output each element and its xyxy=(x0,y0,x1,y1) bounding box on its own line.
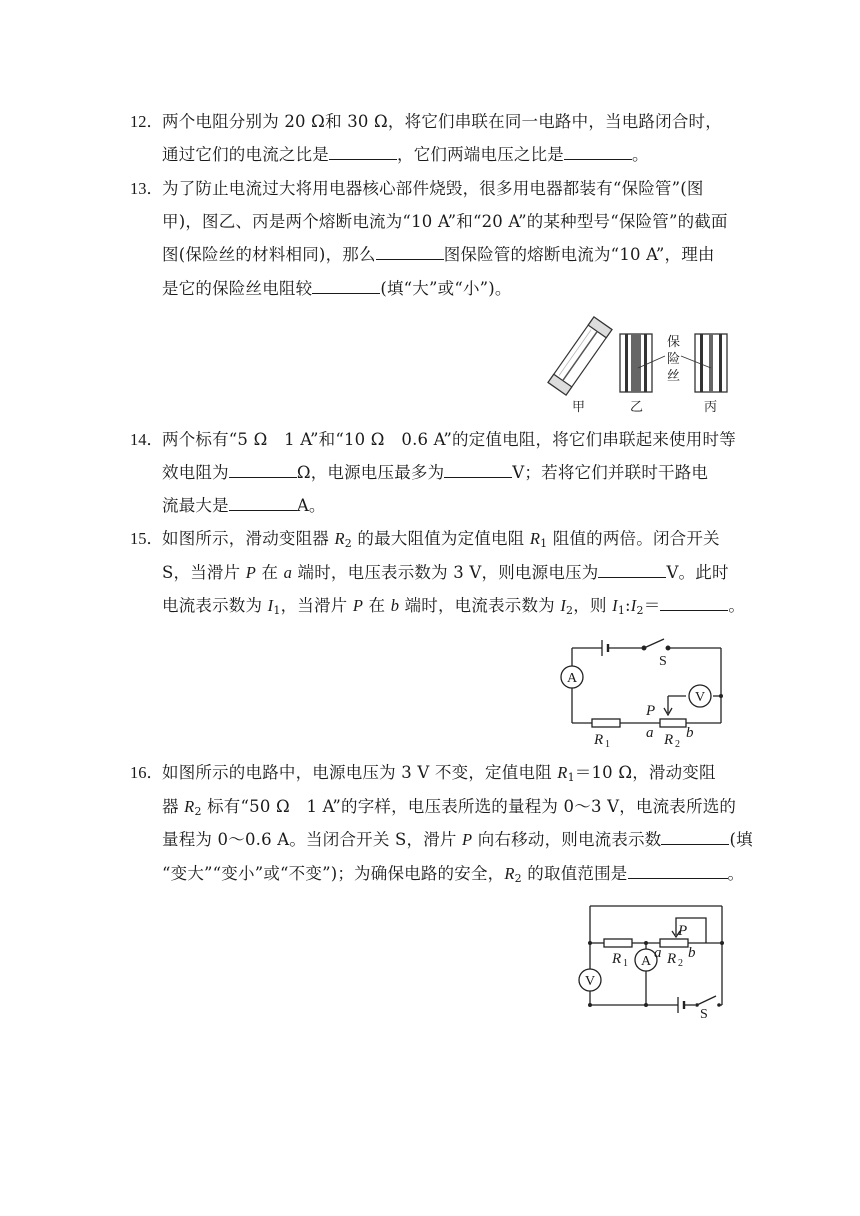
q16-text: 的取值范围是 xyxy=(521,864,628,883)
fuse-label-char: 险 xyxy=(667,352,681,367)
fuse-figure xyxy=(545,316,735,416)
fuse-tube-jia xyxy=(548,317,612,395)
q15-text: 如图所示，滑动变阻器 xyxy=(162,529,335,548)
q15-var: I xyxy=(267,596,274,615)
q15-text: 的最大阻值为定值电阻 xyxy=(351,529,530,548)
q16-text: 量程为 0～0.6 A。当闭合开关 S，滑片 xyxy=(162,830,463,849)
q12-blank-2[interactable] xyxy=(564,145,632,160)
q16-var: R xyxy=(504,864,515,883)
q15-sub: 2 xyxy=(636,604,644,617)
q15-text: ，当滑片 xyxy=(280,596,353,615)
q14-number: 14． xyxy=(130,430,163,449)
q16-blank-1[interactable] xyxy=(661,830,729,845)
q13-line-3 xyxy=(162,244,715,266)
q15-var: I xyxy=(560,596,567,615)
resistor-r2 xyxy=(660,939,688,947)
q15-sub: 1 xyxy=(273,604,281,617)
q15-var: P xyxy=(245,563,257,582)
q16-sub: 2 xyxy=(194,805,202,818)
q14-text: V；若将它们并联时干路电 xyxy=(512,463,709,482)
q16-line-4 xyxy=(162,863,744,890)
fig-caption-yi: 乙 xyxy=(630,400,644,415)
r1-label: R xyxy=(612,951,622,967)
slider-label: P xyxy=(646,703,656,719)
q16-text: 。 xyxy=(727,864,745,883)
q14-line-2 xyxy=(162,462,708,484)
q13-line-2: 甲)，图乙、丙是两个熔断电流为“10 A”和“20 A”的某种型号“保险管”的截面 xyxy=(162,212,728,231)
q13-text: 图(保险丝的材料相同)，那么 xyxy=(162,245,376,264)
fuse-section-yi xyxy=(620,334,652,392)
r1-sub: 1 xyxy=(605,739,610,750)
q16-text: 如图所示的电路中，电源电压为 3 V 不变，定值电阻 xyxy=(162,763,558,782)
q16-line-2 xyxy=(162,796,736,823)
q15-circuit-diagram xyxy=(558,635,728,750)
fuse-label-char: 丝 xyxy=(667,369,681,384)
q15-sub: 1 xyxy=(540,537,548,550)
q13-text: 是它的保险丝电阻较 xyxy=(162,279,313,298)
r2-label: R xyxy=(667,951,677,967)
q14-text: A。 xyxy=(296,496,326,515)
q14-text: Ω，电源电压最多为 xyxy=(296,463,445,482)
q15-text: 端时，电流表示数为 xyxy=(399,596,561,615)
q15-line-1 xyxy=(162,528,720,555)
q12-number: 12． xyxy=(130,112,163,131)
q16-line-1 xyxy=(162,762,716,789)
q15-var: R xyxy=(334,529,345,548)
q15-line-3 xyxy=(162,595,745,622)
end-b-label: b xyxy=(686,725,694,741)
q14-blank-2[interactable] xyxy=(444,463,512,478)
q15-blank-1[interactable] xyxy=(598,563,666,578)
q15-var: a xyxy=(283,563,293,582)
r1-label: R xyxy=(594,732,604,748)
q15-var: R xyxy=(529,529,541,548)
q13-text: 图保险管的熔断电流为“10 A”，理由 xyxy=(443,245,715,264)
ammeter-label: A xyxy=(641,954,652,969)
q15-var: P xyxy=(352,596,364,615)
q12-line-2 xyxy=(162,144,649,166)
q15-var: I xyxy=(612,596,618,615)
switch-label: S xyxy=(659,654,667,669)
resistor-r2 xyxy=(660,719,686,727)
q16-var: R xyxy=(184,797,195,816)
q14-line-3 xyxy=(162,495,326,517)
q16-text: “变大”“变小”或“不变”)；为确保电路的安全， xyxy=(162,864,505,883)
q16-circuit-diagram xyxy=(578,902,733,1022)
q15-text: 端时，电压表示数为 3 V，则电源电压为 xyxy=(292,563,599,582)
r2-sub: 2 xyxy=(675,739,680,750)
q14-text: 流最大是 xyxy=(162,496,229,515)
q16-var: R xyxy=(557,763,568,782)
q15-sub: 2 xyxy=(344,537,352,550)
q13-line-1: 为了防止电流过大将用电器核心部件烧毁，很多用电器都装有“保险管”(图 xyxy=(162,179,704,198)
q14-blank-3[interactable] xyxy=(229,496,297,511)
voltmeter-label: V xyxy=(585,974,596,989)
q16-sub: 1 xyxy=(567,771,575,784)
q16-text: (填 xyxy=(729,830,753,849)
q16-text: 标有“50 Ω 1 A”的字样，电压表所选的量程为 0～3 V，电流表所选的 xyxy=(201,797,737,816)
q15-text: 电流表示数为 xyxy=(162,596,268,615)
switch-label: S xyxy=(700,1007,708,1022)
end-a-label: a xyxy=(646,725,654,741)
q13-text: (填“大”或“小”)。 xyxy=(380,279,512,298)
r1-sub: 1 xyxy=(623,958,628,969)
q16-line-3 xyxy=(162,829,753,851)
q13-blank-1[interactable] xyxy=(376,245,444,260)
q15-text: 在 xyxy=(256,563,284,582)
resistor-r1 xyxy=(604,939,632,947)
end-a-label: a xyxy=(654,945,662,961)
q15-text: 。 xyxy=(728,596,746,615)
q12-text: 通过它们的电流之比是 xyxy=(162,145,329,164)
q16-sub: 2 xyxy=(514,872,522,885)
q16-number: 16． xyxy=(130,763,163,782)
q12-line-1: 两个电阻分别为 20 Ω和 30 Ω，将它们串联在同一电路中，当电路闭合时， xyxy=(162,112,722,131)
q14-line-1: 两个标有“5 Ω 1 A”和“10 Ω 0.6 A”的定值电阻，将它们串联起来使用时等 xyxy=(162,430,736,449)
q13-blank-2[interactable] xyxy=(312,279,380,294)
q15-var: I xyxy=(630,596,637,615)
fig-caption-bing: 丙 xyxy=(704,400,718,415)
q15-text: ＝ xyxy=(643,596,661,615)
q13-line-4 xyxy=(162,278,512,300)
fuse-section-bing xyxy=(695,334,727,392)
switch-lever xyxy=(644,639,664,648)
q15-text: V。此时 xyxy=(666,563,729,582)
r2-sub: 2 xyxy=(678,958,683,969)
q12-text: ，它们两端电压之比是 xyxy=(397,145,564,164)
q16-text: 向右移动，则电流表示数 xyxy=(472,830,662,849)
q16-text: ＝10 Ω，滑动变阻 xyxy=(574,763,716,782)
q15-blank-2[interactable] xyxy=(660,596,728,611)
q12-blank-1[interactable] xyxy=(329,145,397,160)
slider-label: P xyxy=(678,923,688,939)
ammeter-label: A xyxy=(567,671,578,686)
q14-blank-1[interactable] xyxy=(229,463,297,478)
q16-text: 器 xyxy=(162,797,185,816)
switch-lever xyxy=(697,996,716,1005)
q15-var: b xyxy=(390,596,400,615)
q16-var: P xyxy=(462,830,473,849)
q15-text: S，当滑片 xyxy=(162,563,246,582)
q15-sub: 2 xyxy=(566,604,574,617)
q15-number: 15． xyxy=(130,529,163,548)
q15-text: 在 xyxy=(363,596,391,615)
q15-text: ，则 xyxy=(573,596,613,615)
q15-text: 阻值的两倍。闭合开关 xyxy=(547,529,720,548)
q16-blank-2[interactable] xyxy=(628,864,728,879)
end-b-label: b xyxy=(688,945,696,961)
fuse-label-char: 保 xyxy=(667,335,681,350)
fig-caption-jia: 甲 xyxy=(572,400,586,415)
q12-text: 。 xyxy=(632,145,649,164)
r2-label: R xyxy=(664,732,674,748)
q15-line-2 xyxy=(162,562,729,584)
q15-sub: 1 xyxy=(617,604,626,617)
q13-number: 13． xyxy=(130,179,163,198)
q14-text: 效电阻为 xyxy=(162,463,229,482)
voltmeter-label: V xyxy=(695,690,706,705)
q15-text: : xyxy=(625,596,631,615)
resistor-r1 xyxy=(592,719,620,727)
